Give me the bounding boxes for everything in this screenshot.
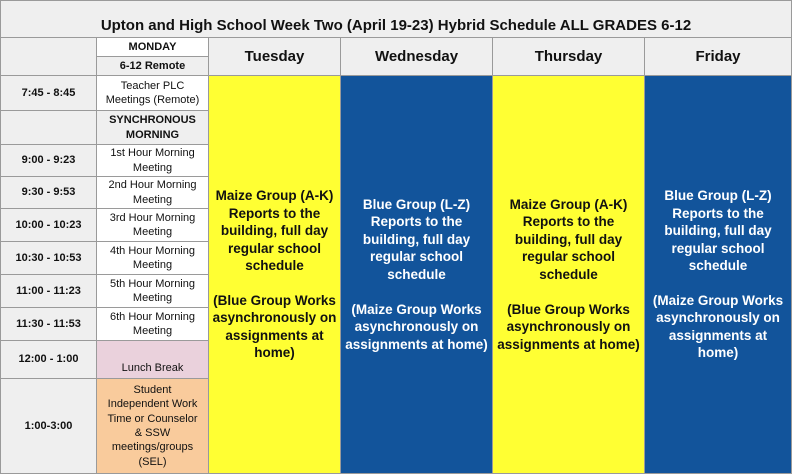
tuesday-schedule-block	[208, 75, 341, 474]
friday-schedule-block	[644, 75, 792, 474]
time-slot: 9:00 - 9:23	[0, 144, 97, 177]
time-slot: 1:00-3:00	[0, 378, 97, 474]
time-slot: 7:45 - 8:45	[0, 75, 97, 111]
monday-hour-meeting: 2nd Hour Morning Meeting	[96, 176, 209, 209]
monday-lunch-break: Lunch Break	[96, 340, 209, 379]
tuesday-reports: Reports to the building, full day regular school schedule	[220, 205, 329, 274]
time-slot: 10:30 - 10:53	[0, 241, 97, 275]
monday-header: MONDAY	[96, 37, 209, 57]
thursday-schedule-block	[492, 75, 645, 474]
thursday-other-group: (Blue Group Works asynchronously on assignments at home)	[497, 301, 640, 352]
wednesday-reports: Reports to the building, full day regular school schedule	[362, 214, 471, 282]
monday-hour-meeting: 6th Hour Morning Meeting	[96, 307, 209, 341]
tuesday-other-group: (Blue Group Works asynchronously on assignments at home)	[212, 292, 337, 361]
monday-hour-meeting: 5th Hour Morning Meeting	[96, 274, 209, 308]
schedule-title: Upton and High School Week Two (April 19-23) Hybrid Schedule ALL GRADES 6-12	[0, 0, 792, 38]
monday-synchronous-morning: SYNCHRONOUS MORNING	[96, 110, 209, 145]
time-slot: 10:00 - 10:23	[0, 208, 97, 242]
time-slot: 11:00 - 11:23	[0, 274, 97, 308]
corner-cell	[0, 37, 97, 76]
friday-reports: Reports to the building, full day regular school schedule	[664, 205, 772, 274]
friday-other-group: (Maize Group Works asynchronously on assignments at home)	[652, 292, 784, 361]
thursday-group: Maize Group (A-K)	[509, 196, 628, 212]
thursday-reports: Reports to the building, full day regular school schedule	[514, 214, 623, 282]
tuesday-group: Maize Group (A-K)	[215, 188, 334, 204]
monday-plc-meetings: Teacher PLC Meetings (Remote)	[96, 75, 209, 111]
time-slot: 12:00 - 1:00	[0, 340, 97, 379]
wednesday-group: Blue Group (L-Z)	[362, 196, 471, 212]
monday-independent-work: Student Independent Work Time or Counselor & SSW meetings/groups (SEL)	[96, 378, 209, 474]
time-slot: 11:30 - 11:53	[0, 307, 97, 341]
wednesday-other-group: (Maize Group Works asynchronously on assignments at home)	[345, 301, 488, 352]
friday-group: Blue Group (L-Z)	[664, 188, 772, 204]
monday-hour-meeting: 1st Hour Morning Meeting	[96, 144, 209, 177]
time-slot: 9:30 - 9:53	[0, 176, 97, 209]
wednesday-schedule-block	[340, 75, 493, 474]
wednesday-header: Wednesday	[340, 37, 493, 76]
time-slot-empty	[0, 110, 97, 145]
friday-header: Friday	[644, 37, 792, 76]
monday-hour-meeting: 3rd Hour Morning Meeting	[96, 208, 209, 242]
monday-subheader: 6-12 Remote	[96, 56, 209, 76]
tuesday-header: Tuesday	[208, 37, 341, 76]
thursday-header: Thursday	[492, 37, 645, 76]
monday-hour-meeting: 4th Hour Morning Meeting	[96, 241, 209, 275]
